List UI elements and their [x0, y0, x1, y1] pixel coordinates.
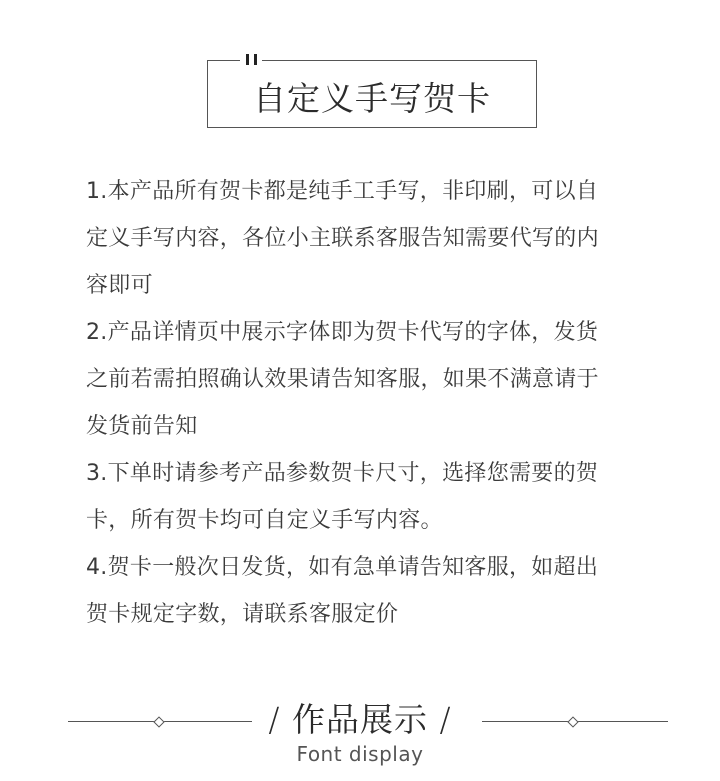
note-line: 定义手写内容，各位小主联系客服告知需要代写的内	[86, 226, 599, 251]
quote-mark-icon	[240, 54, 262, 68]
section-header	[0, 690, 720, 770]
section-title: / 作品展示 /	[268, 700, 452, 739]
note-line: 贺卡规定字数，请联系客服定价	[86, 602, 399, 627]
note-line: 容即可	[86, 273, 153, 298]
quote-mark-bar-right	[254, 54, 257, 65]
page-title: 自定义手写贺卡	[253, 78, 491, 118]
section-subtitle: Font display	[296, 742, 424, 766]
note-line: 之前若需拍照确认效果请告知客服，如果不满意请于	[86, 367, 599, 392]
note-line: 3.下单时请参考产品参数贺卡尺寸，选择您需要的贺	[86, 461, 599, 486]
note-line: 1.本产品所有贺卡都是纯手工手写，非印刷，可以自	[86, 179, 599, 204]
title-box	[207, 60, 537, 128]
quote-mark-bar-left	[246, 54, 249, 65]
notes-block	[86, 168, 676, 638]
note-line: 发货前告知	[86, 414, 198, 439]
note-line: 卡，所有贺卡均可自定义手写内容。	[86, 508, 443, 533]
note-line: 2.产品详情页中展示字体即为贺卡代写的字体，发货	[86, 320, 599, 345]
note-line: 4.贺卡一般次日发货，如有急单请告知客服，如超出	[86, 555, 599, 580]
